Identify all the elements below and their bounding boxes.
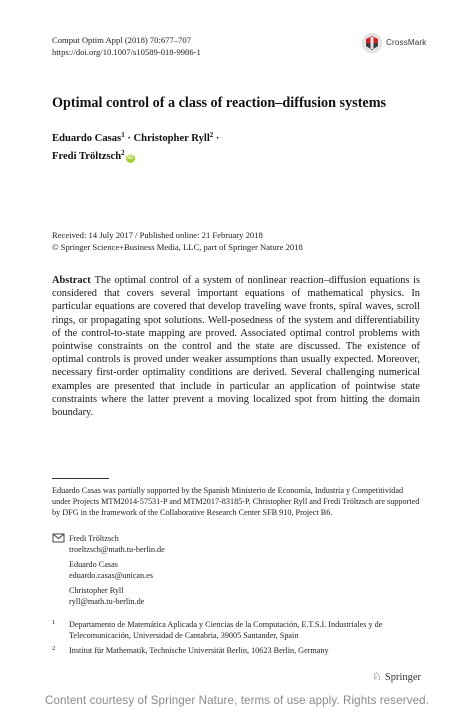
springer-horse-icon: ♘ xyxy=(372,670,382,683)
contact-email[interactable]: troeltzsch@math.tu-berlin.de xyxy=(69,544,165,554)
contact-list xyxy=(69,534,165,613)
contact-entry xyxy=(69,560,165,581)
affiliation-text: Institut für Mathematik, Technische Universität Berlin, 10623 Berlin, Germany xyxy=(69,646,329,655)
author-casas-aff: 1 xyxy=(121,131,125,139)
crossmark-badge[interactable] xyxy=(362,33,448,55)
author-troeltzsch-aff: 2 xyxy=(121,149,125,157)
doi-link[interactable]: https://doi.org/10.1007/s10589-018-9986-1 xyxy=(52,46,201,57)
envelope-icon xyxy=(52,532,66,544)
author-separator: · xyxy=(213,133,220,144)
copyright-line: © Springer Science+Business Media, LLC, part of Springer Nature 2018 xyxy=(52,241,303,252)
author-casas[interactable]: Eduardo Casas xyxy=(52,133,122,144)
publisher-logo xyxy=(372,670,421,683)
contact-email[interactable]: ryll@math.tu-berlin.de xyxy=(69,596,145,606)
publication-dates xyxy=(52,230,303,253)
abstract xyxy=(52,274,420,419)
footnote-divider xyxy=(52,478,109,479)
author-list xyxy=(52,128,219,164)
author-line-1 xyxy=(52,128,219,146)
contact-entry xyxy=(69,534,165,555)
orcid-icon[interactable]: iD xyxy=(127,155,134,161)
abstract-label: Abstract xyxy=(52,275,91,286)
journal-line: Comput Optim Appl (2018) 70:677–707 xyxy=(52,35,191,45)
received-published: Received: 14 July 2017 / Published online: 21 February 2018 xyxy=(52,230,263,240)
contact-name: Christopher Ryll xyxy=(69,586,124,596)
affiliation-number: 2 xyxy=(52,645,56,652)
author-line-2 xyxy=(52,146,219,164)
courtesy-watermark: Content courtesy of Springer Nature, terms of use apply. Rights reserved. xyxy=(44,694,430,707)
author-troeltzsch[interactable]: Fredi Tröltzsch xyxy=(52,151,122,162)
author-ryll[interactable]: Christopher Ryll xyxy=(133,133,210,144)
journal-citation xyxy=(52,35,201,58)
article-title: Optimal control of a class of reaction–diffusion systems xyxy=(52,95,387,111)
author-separator: · xyxy=(124,133,134,144)
contact-entry xyxy=(69,586,165,607)
affiliation-text: Departamento de Matemática Aplicada y Ciencias de la Computación, E.T.S.I. Industriales y de Telecomunicación, Universidad de Cantabria, 39005 Santander, Spain xyxy=(69,620,383,640)
funding-footnote: Eduardo Casas was partially supported by the Spanish Ministerio de Economía, Industria y Competitividad under Projects MTM2014-57531-P and MTM2017-83185-P. Christopher Ryll and Fredi Tröltzsch are supported by DFG in the framework of the Collaborative Research Center SFB 910, Project B6. xyxy=(52,486,420,517)
abstract-text: The optimal control of a system of nonlinear reaction–diffusion equations is considered that covers several important equations of mathematical physics. In particular equations are covered that develop traveling wave fronts, spiral waves, scroll rings, or propagating spot solutions. Well-posedness of the system and differentiability of the control-to-state mapping are proved. Associated optimal control problems with pointwise constraints on the control and the state are discussed. The existence of optimal controls is proved under weaker assumptions than usually expected. Moreover, necessary first-order optimality conditions are derived. Several challenging numerical examples are presented that include in particular an application of pointwise state constraints where the latter prevent a moving localized spot from hitting the domain boundary. xyxy=(52,275,420,419)
publisher-name: Springer xyxy=(384,672,422,683)
contact-name: Eduardo Casas xyxy=(69,560,118,570)
crossmark-label: CrossMark xyxy=(386,38,427,47)
affiliation-number: 1 xyxy=(52,619,56,626)
contact-name: Fredi Tröltzsch xyxy=(69,534,119,543)
author-ryll-aff: 2 xyxy=(209,131,214,139)
contact-email[interactable]: eduardo.casas@unican.es xyxy=(69,570,153,580)
crossmark-icon xyxy=(362,33,382,53)
